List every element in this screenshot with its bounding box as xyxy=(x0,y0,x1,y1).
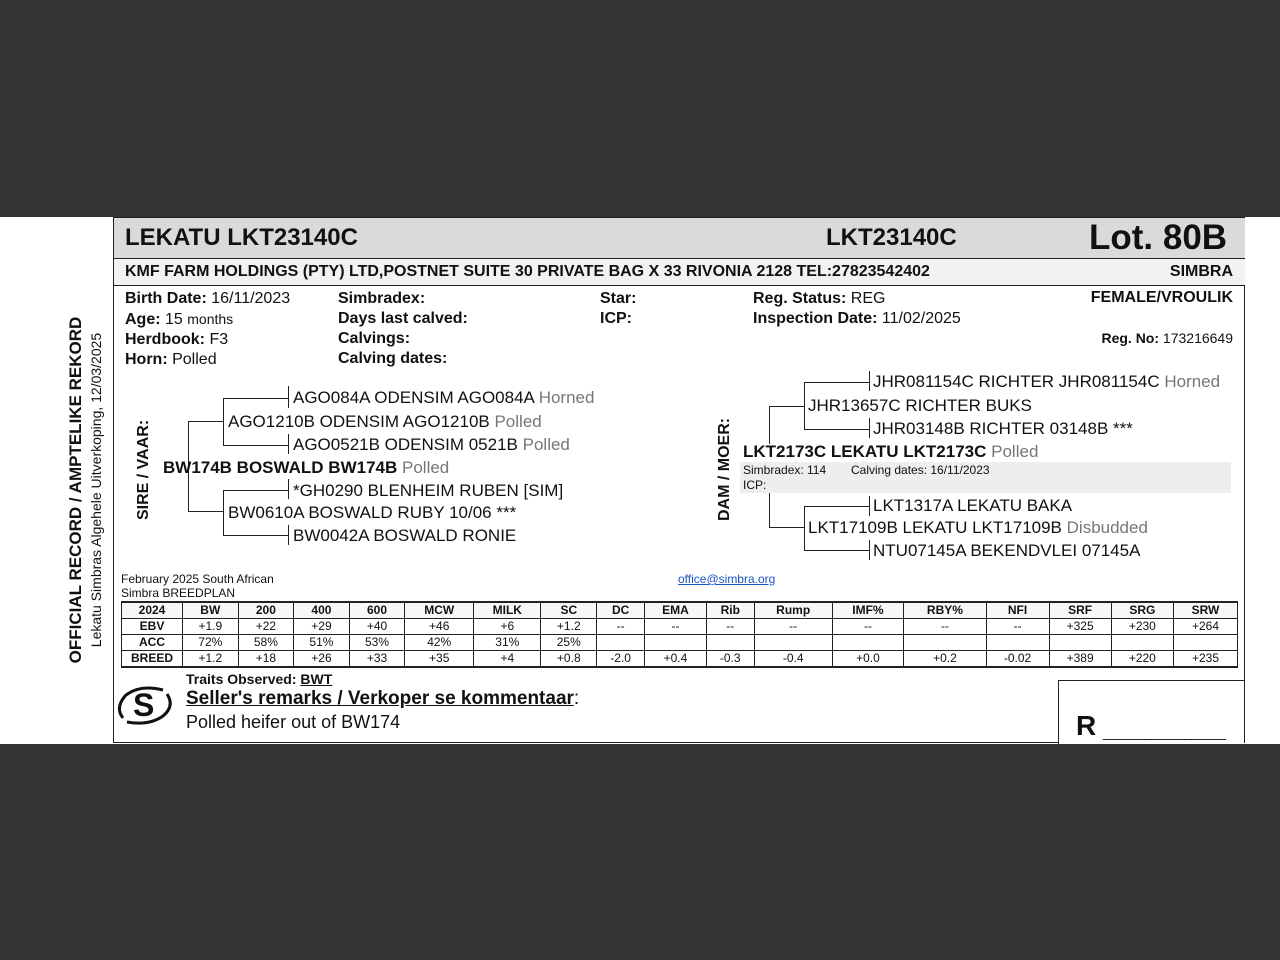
remarks-title: Seller's remarks / Verkoper se kommentaar: xyxy=(186,688,580,709)
table-cell: 72% xyxy=(183,635,239,651)
table-cell xyxy=(904,635,986,651)
table-header-cell: BW xyxy=(183,602,239,619)
table-row-label: ACC xyxy=(122,635,183,651)
traits-observed: Traits Observed: BWT xyxy=(186,671,333,687)
horn-value: Polled xyxy=(172,351,217,368)
icp-label: ICP: xyxy=(600,310,632,327)
sire-dam-dam: BW0042A BOSWALD RONIE xyxy=(293,526,517,545)
table-header-cell: SC xyxy=(541,602,597,619)
table-header-cell: NFI xyxy=(986,602,1049,619)
herdbook-label: Herdbook: xyxy=(125,331,205,348)
dam-dam-dam: NTU07145A BEKENDVLEI 07145A xyxy=(873,541,1141,560)
calvings-label: Calvings: xyxy=(338,330,411,347)
birth-date-label: Birth Date: xyxy=(125,290,207,307)
dam-dam: LKT17109B LEKATU LKT17109B Disbudded xyxy=(808,518,1148,537)
table-header-cell: RBY% xyxy=(904,602,986,619)
table-header-row xyxy=(122,602,1238,619)
table-cell: -- xyxy=(904,619,986,635)
inspection-label: Inspection Date: xyxy=(753,310,878,327)
sire-sire: AGO1210B ODENSIM AGO1210B Polled xyxy=(228,412,542,431)
breedplan-info xyxy=(121,572,274,600)
logo-letter: S xyxy=(133,687,155,723)
table-cell xyxy=(1173,635,1237,651)
table-cell xyxy=(832,635,904,651)
dam-calving-dates: Calving dates: 16/11/2023 xyxy=(851,463,990,477)
table-cell: +220 xyxy=(1111,651,1173,668)
table-cell: -0.4 xyxy=(754,651,832,668)
table-cell: +35 xyxy=(405,651,474,668)
table-header-cell: Rump xyxy=(754,602,832,619)
table-header-cell: MILK xyxy=(474,602,541,619)
table-cell: -- xyxy=(645,619,706,635)
table-cell xyxy=(706,635,754,651)
table-cell: +40 xyxy=(349,619,405,635)
sire-sire-dam: AGO0521B ODENSIM 0521B Polled xyxy=(293,435,570,454)
sire-dam: BW0610A BOSWALD RUBY 10/06 *** xyxy=(228,503,517,522)
inspection-value: 11/02/2025 xyxy=(881,310,961,327)
sire-dam-sire: *GH0290 BLENHEIM RUBEN [SIM] xyxy=(293,481,564,500)
table-cell: +0.8 xyxy=(541,651,597,668)
table-cell: +26 xyxy=(294,651,350,668)
animal-id: LKT23140C xyxy=(826,224,957,251)
table-cell: +0.0 xyxy=(832,651,904,668)
table-cell xyxy=(1049,635,1111,651)
table-cell: +1.9 xyxy=(183,619,239,635)
table-cell xyxy=(1111,635,1173,651)
table-cell: +389 xyxy=(1049,651,1111,668)
table-header-cell: MCW xyxy=(405,602,474,619)
sire-name: BW174B BOSWALD BW174B Polled xyxy=(163,458,450,477)
table-cell: +6 xyxy=(474,619,541,635)
table-row xyxy=(122,651,1238,668)
table-cell: -- xyxy=(986,619,1049,635)
dam-sire-sire: JHR081154C RICHTER JHR081154C Horned xyxy=(873,372,1221,391)
sire-label: SIRE / VAAR: xyxy=(135,419,152,520)
age-value: 15 xyxy=(165,311,183,328)
dam-label: DAM / MOER: xyxy=(716,417,733,521)
price-r-label: R xyxy=(1076,710,1097,741)
dam-icp: ICP: xyxy=(743,478,767,492)
table-cell: +22 xyxy=(238,619,294,635)
days-calved-label: Days last calved: xyxy=(338,310,468,327)
dam-dam-sire: LKT1317A LEKATU BAKA xyxy=(873,496,1073,515)
table-header-cell: SRW xyxy=(1173,602,1237,619)
details-col-3 xyxy=(600,289,636,329)
details-col-4 xyxy=(753,289,961,329)
table-row-label: EBV xyxy=(122,619,183,635)
table-cell: +0.2 xyxy=(904,651,986,668)
table-row-label: BREED xyxy=(122,651,183,668)
age-label: Age: xyxy=(125,311,161,328)
table-header-cell: DC xyxy=(597,602,645,619)
remarks-text: Polled heifer out of BW174 xyxy=(186,712,401,732)
table-cell: +230 xyxy=(1111,619,1173,635)
herdbook-value: F3 xyxy=(209,331,229,348)
breedplan-line-1: February 2025 South African xyxy=(121,572,274,586)
dam-name: LKT2173C LEKATU LKT2173C Polled xyxy=(743,442,1039,461)
table-cell: +33 xyxy=(349,651,405,668)
lot-number: Lot. 80B xyxy=(1089,218,1228,257)
table-cell: -- xyxy=(754,619,832,635)
reg-no-label: Reg. No: xyxy=(1101,330,1160,346)
details-col-2 xyxy=(338,289,468,369)
star-label: Star: xyxy=(600,290,637,307)
table-cell: +18 xyxy=(238,651,294,668)
table-header-cell: EMA xyxy=(645,602,706,619)
ebv-table xyxy=(121,601,1238,668)
table-cell: -0.3 xyxy=(706,651,754,668)
table-cell: 53% xyxy=(349,635,405,651)
table-cell: +264 xyxy=(1173,619,1237,635)
owner-text: KMF FARM HOLDINGS (PTY) LTD,POSTNET SUITE 30 PRIVATE BAG X 33 RIVONIA 2128 TEL:27823542402 xyxy=(125,263,930,280)
details-col-1 xyxy=(125,289,290,370)
reg-no-value: 173216649 xyxy=(1162,330,1233,346)
table-cell: +1.2 xyxy=(183,651,239,668)
table-cell: 42% xyxy=(405,635,474,651)
table-cell: +46 xyxy=(405,619,474,635)
price-line: __________________ xyxy=(1103,724,1226,740)
table-cell: 51% xyxy=(294,635,350,651)
age-unit: months xyxy=(187,311,234,327)
table-header-cell: 600 xyxy=(349,602,405,619)
sex-text: FEMALE/VROULIK xyxy=(1090,289,1233,306)
table-header-cell: SRF xyxy=(1049,602,1111,619)
horn-label: Horn: xyxy=(125,351,168,368)
sale-name-text: Lekatu Simbras Algehele Uitverkoping, 12/03/2025 xyxy=(88,332,104,648)
dam-simbradex: Simbradex: 114 xyxy=(743,463,827,477)
reg-status-label: Reg. Status: xyxy=(753,290,847,307)
reg-status-value: REG xyxy=(850,290,886,307)
table-cell: 25% xyxy=(541,635,597,651)
table-row xyxy=(122,635,1238,651)
calving-dates-label: Calving dates: xyxy=(338,350,448,367)
breed-text: SIMBRA xyxy=(1169,263,1233,280)
table-header-cell: SRG xyxy=(1111,602,1173,619)
official-record-text: OFFICIAL RECORD / AMPTELIKE REKORD xyxy=(66,316,85,664)
table-row xyxy=(122,619,1238,635)
reg-no xyxy=(1101,330,1233,346)
simbra-logo-icon xyxy=(113,680,177,730)
table-cell: +4 xyxy=(474,651,541,668)
birth-date-value: 16/11/2023 xyxy=(211,290,291,307)
breedplan-line-2: Simbra BREEDPLAN xyxy=(121,586,236,600)
table-cell xyxy=(597,635,645,651)
table-cell: 58% xyxy=(238,635,294,651)
table-cell: 31% xyxy=(474,635,541,651)
simbradex-label: Simbradex: xyxy=(338,290,426,307)
table-cell: -- xyxy=(706,619,754,635)
table-cell xyxy=(754,635,832,651)
email-link[interactable]: office@simbra.org xyxy=(678,572,776,586)
table-cell: -- xyxy=(832,619,904,635)
animal-name: LEKATU LKT23140C xyxy=(125,224,358,251)
table-cell xyxy=(986,635,1049,651)
sire-sire-sire: AGO084A ODENSIM AGO084A Horned xyxy=(293,388,595,407)
table-header-cell: 400 xyxy=(294,602,350,619)
table-cell: +29 xyxy=(294,619,350,635)
table-cell: -- xyxy=(597,619,645,635)
table-header-cell: IMF% xyxy=(832,602,904,619)
table-cell: +0.4 xyxy=(645,651,706,668)
dam-sire-dam: JHR03148B RICHTER 03148B *** xyxy=(873,419,1133,438)
table-cell: +235 xyxy=(1173,651,1237,668)
table-header-cell: 200 xyxy=(238,602,294,619)
table-header-cell: Rib xyxy=(706,602,754,619)
table-cell xyxy=(645,635,706,651)
table-cell: +325 xyxy=(1049,619,1111,635)
table-cell: -0.02 xyxy=(986,651,1049,668)
dam-sire: JHR13657C RICHTER BUKS xyxy=(808,396,1032,415)
table-cell: -2.0 xyxy=(597,651,645,668)
table-header-cell: 2024 xyxy=(122,602,183,619)
table-cell: +1.2 xyxy=(541,619,597,635)
